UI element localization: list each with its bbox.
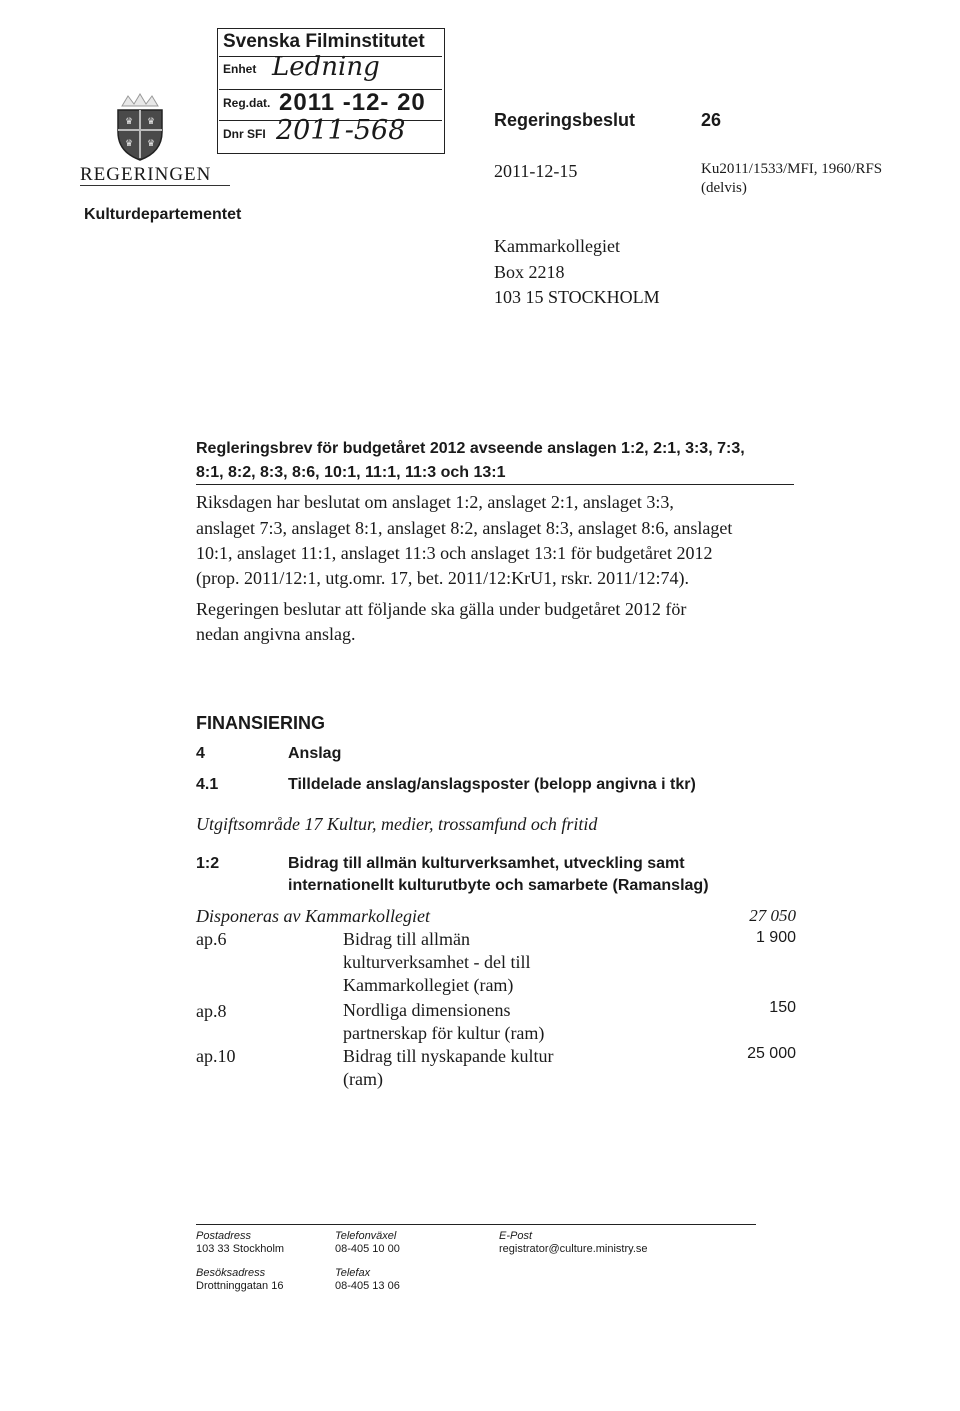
budget-item-code: ap.6: [196, 929, 227, 949]
footer-divider: [196, 1224, 756, 1225]
section-number: 4: [196, 745, 205, 762]
disposal-amount: 27 050: [749, 906, 796, 925]
stamp-regdat-value: 2011 -12- 20: [279, 89, 426, 116]
body-text-line: anslaget 7:3, anslaget 8:1, anslaget 8:2, anslaget 8:3, anslaget 8:6, anslaget: [196, 518, 733, 538]
footer-postal-value: 103 33 Stockholm: [196, 1243, 285, 1255]
budget-item-text: kulturverksamhet - del till: [343, 952, 531, 972]
budget-item-text: partnerskap för kultur (ram): [343, 1023, 545, 1043]
budget-item-amount: 1 900: [755, 929, 796, 946]
appropriation-title: Bidrag till allmän kulturverksamhet, utveckling samt: [288, 855, 685, 872]
budget-item-code: ap.8: [196, 1001, 227, 1021]
stamp-enhet-label: Enhet: [223, 62, 257, 76]
footer-fax-label: Telefax: [335, 1267, 371, 1279]
disposal-label: Disponeras av Kammarkollegiet: [196, 906, 430, 926]
budget-item-text: Kammarkollegiet (ram): [343, 975, 514, 995]
ministry-name: Kulturdepartementet: [84, 206, 242, 223]
budget-item-text: Bidrag till allmän: [343, 929, 470, 949]
budget-item-code: ap.10: [196, 1046, 236, 1066]
stamp-title: Svenska Filminstitutet: [223, 31, 425, 52]
subsection-title: Tilldelade anslag/anslagsposter (belopp angivna i tkr): [288, 776, 696, 793]
svg-text:♛: ♛: [146, 139, 156, 149]
footer-visit-label: Besöksadress: [196, 1267, 266, 1279]
appropriation-title: internationellt kulturutbyte och samarbete (Ramanslag): [288, 877, 709, 894]
footer-phone-value: 08-405 10 00: [335, 1243, 400, 1255]
recipient-city: 103 15 STOCKHOLM: [494, 287, 660, 307]
footer-email-value: registrator@culture.ministry.se: [499, 1243, 648, 1255]
svg-text:♛: ♛: [124, 117, 134, 127]
budget-item-text: (ram): [343, 1069, 383, 1089]
stamp-dnr-handwritten: 2011-568: [276, 115, 406, 146]
document-type: Regeringsbeslut: [494, 110, 636, 130]
subject-underline: [196, 484, 794, 485]
expenditure-area: Utgiftsområde 17 Kultur, medier, trossamfund och fritid: [196, 814, 598, 834]
stamp-enhet-handwritten: Ledning: [272, 52, 380, 82]
body-text-line: 10:1, anslaget 11:1, anslaget 11:3 och anslaget 13:1 för budgetåret 2012: [196, 543, 713, 563]
document-date: 2011-12-15: [494, 161, 578, 181]
section-heading: FINANSIERING: [196, 713, 326, 733]
budget-item-amount: 25 000: [747, 1045, 796, 1062]
footer-postal-label: Postadress: [196, 1230, 252, 1242]
subject-line: Regleringsbrev för budgetåret 2012 avseende anslagen 1:2, 2:1, 3:3, 7:3,: [196, 440, 745, 457]
appropriation-code: 1:2: [196, 855, 220, 872]
recipient-name: Kammarkollegiet: [494, 236, 620, 256]
crest-divider: [80, 185, 230, 186]
budget-item-text: Nordliga dimensionens: [343, 1000, 511, 1020]
subject-line: 8:1, 8:2, 8:3, 8:6, 10:1, 11:1, 11:3 och 13:1: [196, 464, 506, 481]
budget-item-text: Bidrag till nyskapande kultur: [343, 1046, 554, 1066]
stamp-dnr-label: Dnr SFI: [223, 127, 266, 141]
svg-text:♛: ♛: [124, 139, 134, 149]
footer-fax-value: 08-405 13 06: [335, 1280, 400, 1292]
section-title: Anslag: [288, 745, 342, 762]
stamp-regdat-label: Reg.dat.: [223, 96, 271, 110]
document-reference: Ku2011/1533/MFI, 1960/RFS: [701, 161, 883, 177]
footer-phone-label: Telefonväxel: [335, 1230, 397, 1242]
government-crest-logo: [100, 92, 180, 162]
body-text-line: (prop. 2011/12:1, utg.omr. 17, bet. 2011/12:KrU1, rskr. 2011/12:74).: [196, 568, 689, 588]
body-text-line: Regeringen beslutar att följande ska gälla under budgetåret 2012 för: [196, 599, 687, 619]
body-text-line: Riksdagen har beslutat om anslaget 1:2, anslaget 2:1, anslaget 3:3,: [196, 492, 674, 512]
crest-wordmark: REGERINGEN: [80, 164, 212, 185]
document-reference-note: (delvis): [701, 180, 747, 196]
budget-item-amount: 150: [769, 999, 796, 1016]
subsection-number: 4.1: [196, 776, 219, 793]
body-text-line: nedan angivna anslag.: [196, 624, 356, 644]
page-number: 26: [701, 110, 722, 130]
svg-text:♛: ♛: [146, 117, 156, 127]
footer-email-label: E-Post: [499, 1230, 533, 1242]
recipient-box: Box 2218: [494, 262, 565, 282]
footer-visit-value: Drottninggatan 16: [196, 1280, 284, 1292]
